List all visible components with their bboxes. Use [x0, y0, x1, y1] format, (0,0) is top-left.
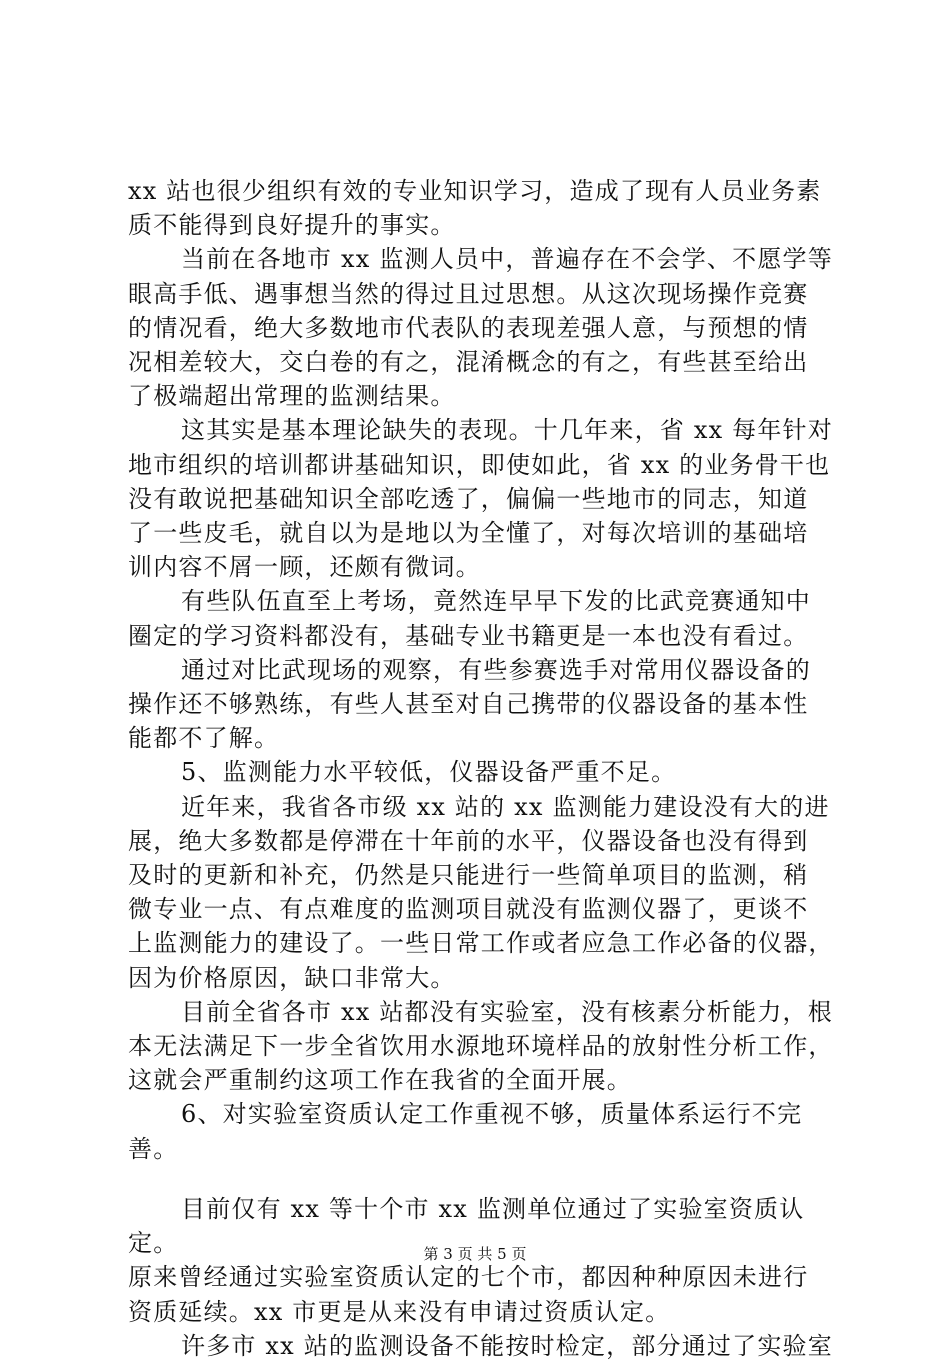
paragraph: 近年来，我省各市级 xx 站的 xx 监测能力建设没有大的进 展，绝大多数都是停滞在十年前的水平，仪器设备也没有得到 及时的更新和补充，仍然是只能进行一些简单项目的监测，稍 微专业一点、有点难度的监测项目就没有监测仪器了，更谈不 上监测能力的建设了。一些日常工作或者应急工作必备的仪器， 因为价格原因，缺口非常大。	[128, 792, 834, 992]
section-heading-5: 5、监测能力水平较低，仪器设备严重不足。	[181, 758, 677, 787]
paragraph: 通过对比武现场的观察，有些参赛选手对常用仪器设备的 操作还不够熟练，有些人甚至对自己携带的仪器设备的基本性 能都不了解。	[128, 655, 811, 753]
page-number-footer: 第 3 页 共 5 页	[423, 1245, 527, 1263]
section-heading-6: 6、对实验室资质认定工作重视不够，质量体系运行不完善。	[128, 1100, 803, 1163]
document-body	[128, 174, 838, 1363]
paragraph: 目前仅有 xx 等十个市 xx 监测单位通过了实验室资质认定。 原来曾经通过实验室资质认定的七个市，都因种种原因未进行 资质延续。xx 市更是从来没有申请过资质认定。	[128, 1194, 809, 1326]
paragraph: 许多市 xx 站的监测设备不能按时检定，部分通过了实验室	[181, 1331, 833, 1360]
paragraph: 当前在各地市 xx 监测人员中，普遍存在不会学、不愿学等 眼高手低、遇事想当然的得过且过思想。从这次现场操作竞赛 的情况看，绝大多数地市代表队的表现差强人意，与预想的情 况相差较大，交白卷的有之，混淆概念的有之，有些甚至给出 了极端超出常理的监测结果。	[128, 245, 833, 411]
paragraph: 这其实是基本理论缺失的表现。十几年来，省 xx 每年针对 地市组织的培训都讲基础知识，即使如此，省 xx 的业务骨干也 没有敢说把基础知识全部吃透了，偏偏一些地市的同志，知道 了一些皮毛，就自以为是地以为全懂了，对每次培训的基础培 训内容不屑一顾，还颇有微词。	[128, 416, 833, 582]
paragraph: 有些队伍直至上考场，竟然连早早下发的比武竞赛通知中 圈定的学习资料都没有，基础专业书籍更是一本也没有看过。	[128, 587, 811, 650]
paragraph-continuation: xx 站也很少组织有效的专业知识学习，造成了现有人员业务素 质不能得到良好提升的事实。	[128, 177, 822, 240]
paragraph: 目前全省各市 xx 站都没有实验室，没有核素分析能力，根 本无法满足下一步全省饮用水源地环境样品的放射性分析工作， 这就会严重制约这项工作在我省的全面开展。	[128, 997, 834, 1095]
